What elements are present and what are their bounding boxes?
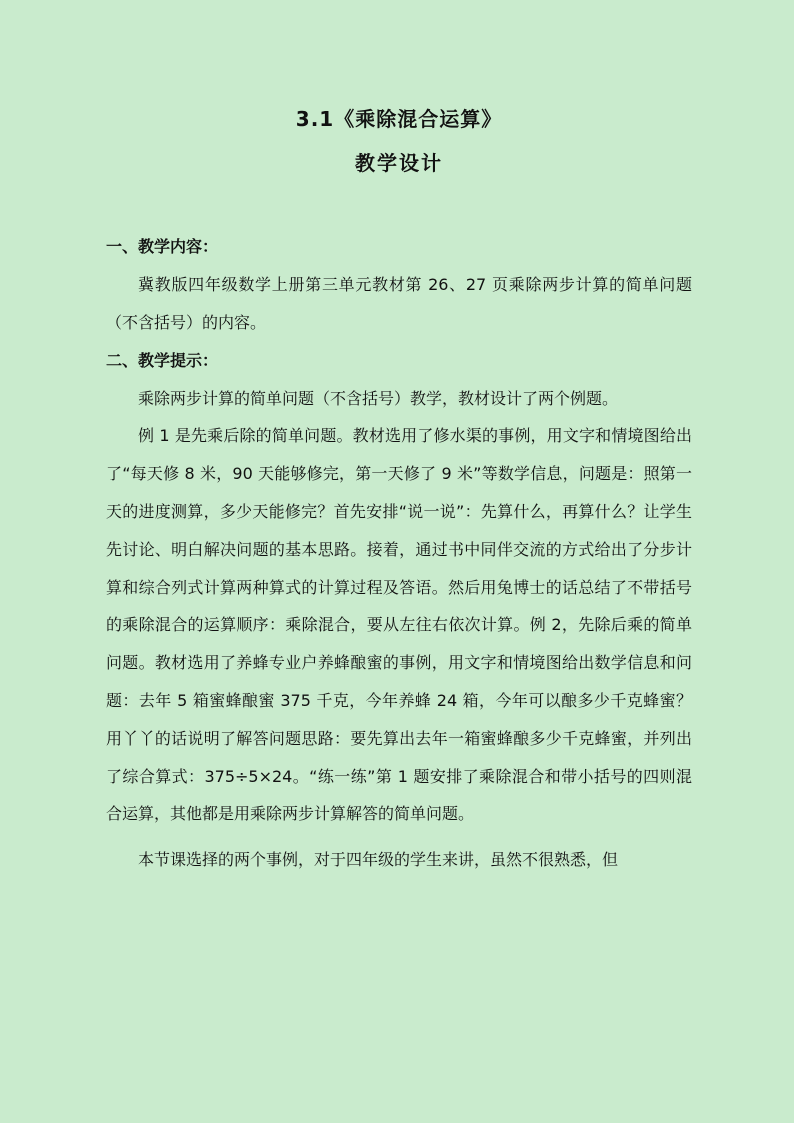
section-heading: 二、教学提示： [106, 350, 219, 370]
paragraph: 乘除两步计算的简单问题（不含括号）教学，教材设计了两个例题。 [138, 388, 619, 408]
section-teaching-content [106, 228, 692, 342]
section-heading: 一、教学内容： [106, 237, 219, 256]
document-subtitle: 教学设计 [355, 151, 443, 175]
document-title: 3.1《乘除混合运算》 [295, 107, 503, 131]
paragraph: 例 1 是先乘后除的简单问题。教材选用了修水渠的事例，用文字和情境图给出了“每天修 8 米，90 天能够修完，第一天修了 9 米”等数学信息，问题是：照第一天的进度测算，多少天能修完？首先安排“说一说”：先算什么，再算什么？让学生先讨论、明白解决问题的基本思路。接着，通过书中同伴交流的方式给出了分步计算和综合列式计算两种算式的计算过程及答语。然后用兔博士的话总结了不带括号的乘除混合的运算顺序：乘除混合，要从左往右依次计算。例 2，先除后乘的简单问题。教材选用了养蜂专业户养蜂酿蜜的事例，用文字和情境图给出数学信息和问题：去年 5 箱蜜蜂酿蜜 375 千克，今年养蜂 24 箱，今年可以酿多少千克蜂蜜？用丫丫的话说明了解答问题思路：要先算出去年一箱蜜蜂酿多少千克蜂蜜，并列出了综合算式：375÷5×24。“练一练”第 1 题安排了乘除混合和带小括号的四则混合运算，其他都是用乘除两步计算解答的简单问题。 [106, 426, 692, 824]
section-teaching-tips [106, 342, 692, 879]
paragraph: 冀教版四年级数学上册第三单元教材第 26、27 页乘除两步计算的简单问题（不含括号）的内容。 [106, 275, 692, 332]
paragraph: 本节课选择的两个事例，对于四年级的学生来讲，虽然不很熟悉，但 [138, 850, 619, 870]
